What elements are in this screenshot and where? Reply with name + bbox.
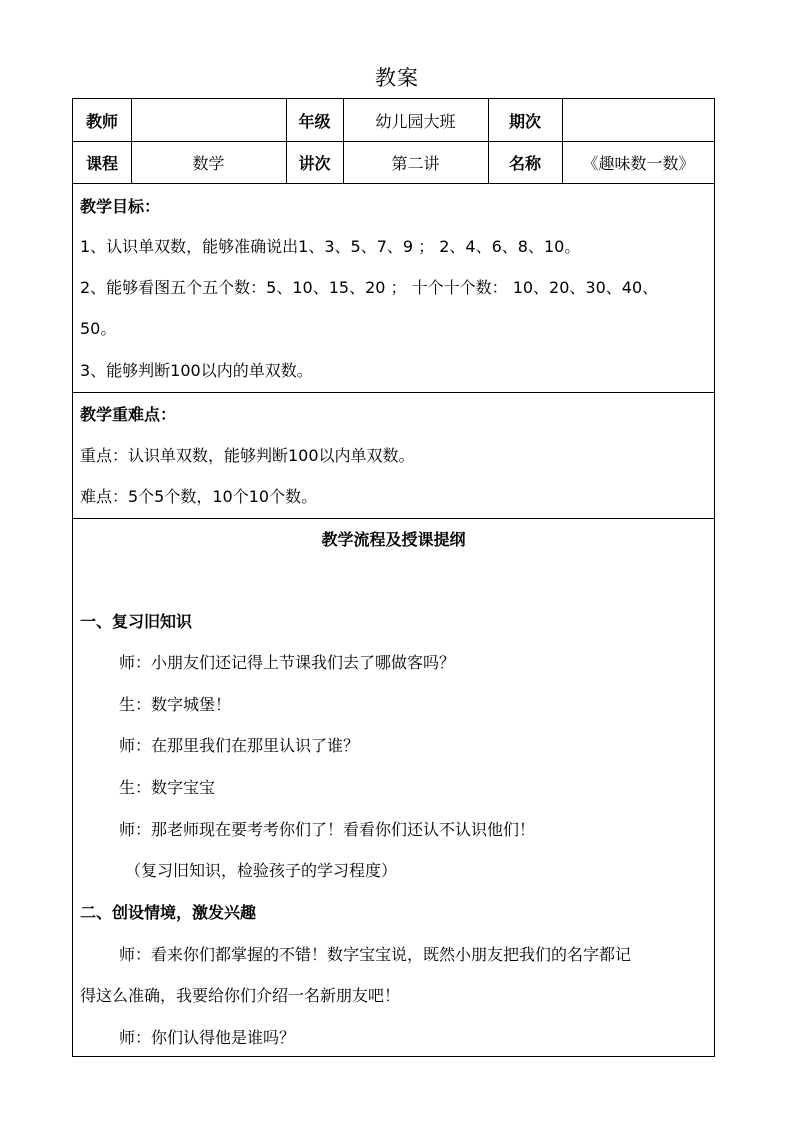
lecture-label: 讲次 xyxy=(298,153,331,173)
dialogue-line: 师：那老师现在要考考你们了！看看你们还认不认识他们！ xyxy=(119,820,536,839)
session-label: 期次 xyxy=(508,111,541,131)
dialogue-line: 师：看来你们都掌握的不错！数字宝宝说，既然小朋友把我们的名字都记 xyxy=(119,945,632,964)
dialogue-line: 师：在那里我们在那里认识了谁？ xyxy=(119,736,360,755)
course-value: 数学 xyxy=(192,153,225,173)
objective-line: 1、认识单双数，能够准确说出1、3、5、7、9 ； 2、4、6、8、10。 xyxy=(80,237,581,256)
course-label: 课程 xyxy=(85,153,118,173)
section-title: 二、创设情境，激发兴趣 xyxy=(80,903,257,922)
teacher-label: 教师 xyxy=(85,111,118,131)
grade-value: 幼儿园大班 xyxy=(375,111,456,131)
note-line: （复习旧知识，检验孩子的学习程度） xyxy=(125,861,398,880)
lesson-plan-table xyxy=(72,98,715,1057)
dialogue-line: 师：你们认得他是谁吗？ xyxy=(119,1028,296,1047)
row-divider xyxy=(73,183,714,184)
section-title: 一、复习旧知识 xyxy=(80,612,193,631)
dialogue-line-continued: 得这么准确，我要给你们介绍一名新朋友吧！ xyxy=(80,986,401,1005)
row-divider xyxy=(73,518,714,519)
name-label: 名称 xyxy=(508,153,541,173)
objective-line: 3、能够判断100以内的单双数。 xyxy=(80,361,313,380)
lecture-value: 第二讲 xyxy=(391,153,440,173)
teacher-value xyxy=(131,99,286,141)
name-value: 《趣味数一数》 xyxy=(582,153,695,173)
grade-label: 年级 xyxy=(298,111,331,131)
key-point-text: 重点：认识单双数，能够判断100以内单双数。 xyxy=(80,446,415,465)
dialogue-line: 生：数字城堡！ xyxy=(119,695,232,714)
objectives-heading: 教学目标： xyxy=(80,197,161,216)
document-title: 教案 xyxy=(375,66,419,90)
process-heading: 教学流程及授课提纲 xyxy=(321,530,466,549)
dialogue-line: 师：小朋友们还记得上节课我们去了哪做客吗？ xyxy=(119,653,456,672)
session-value xyxy=(562,99,715,141)
row-divider xyxy=(73,392,714,393)
objective-line-continued: 50。 xyxy=(80,319,117,338)
objective-line: 2、能够看图五个五个数：5、10、15、20 ； 十个十个数： 10、20、30、40、 xyxy=(80,278,659,297)
difficult-point-text: 难点：5个5个数，10个10个数。 xyxy=(80,487,318,506)
dialogue-line: 生：数字宝宝 xyxy=(119,778,216,797)
difficulties-heading: 教学重难点： xyxy=(80,405,177,424)
